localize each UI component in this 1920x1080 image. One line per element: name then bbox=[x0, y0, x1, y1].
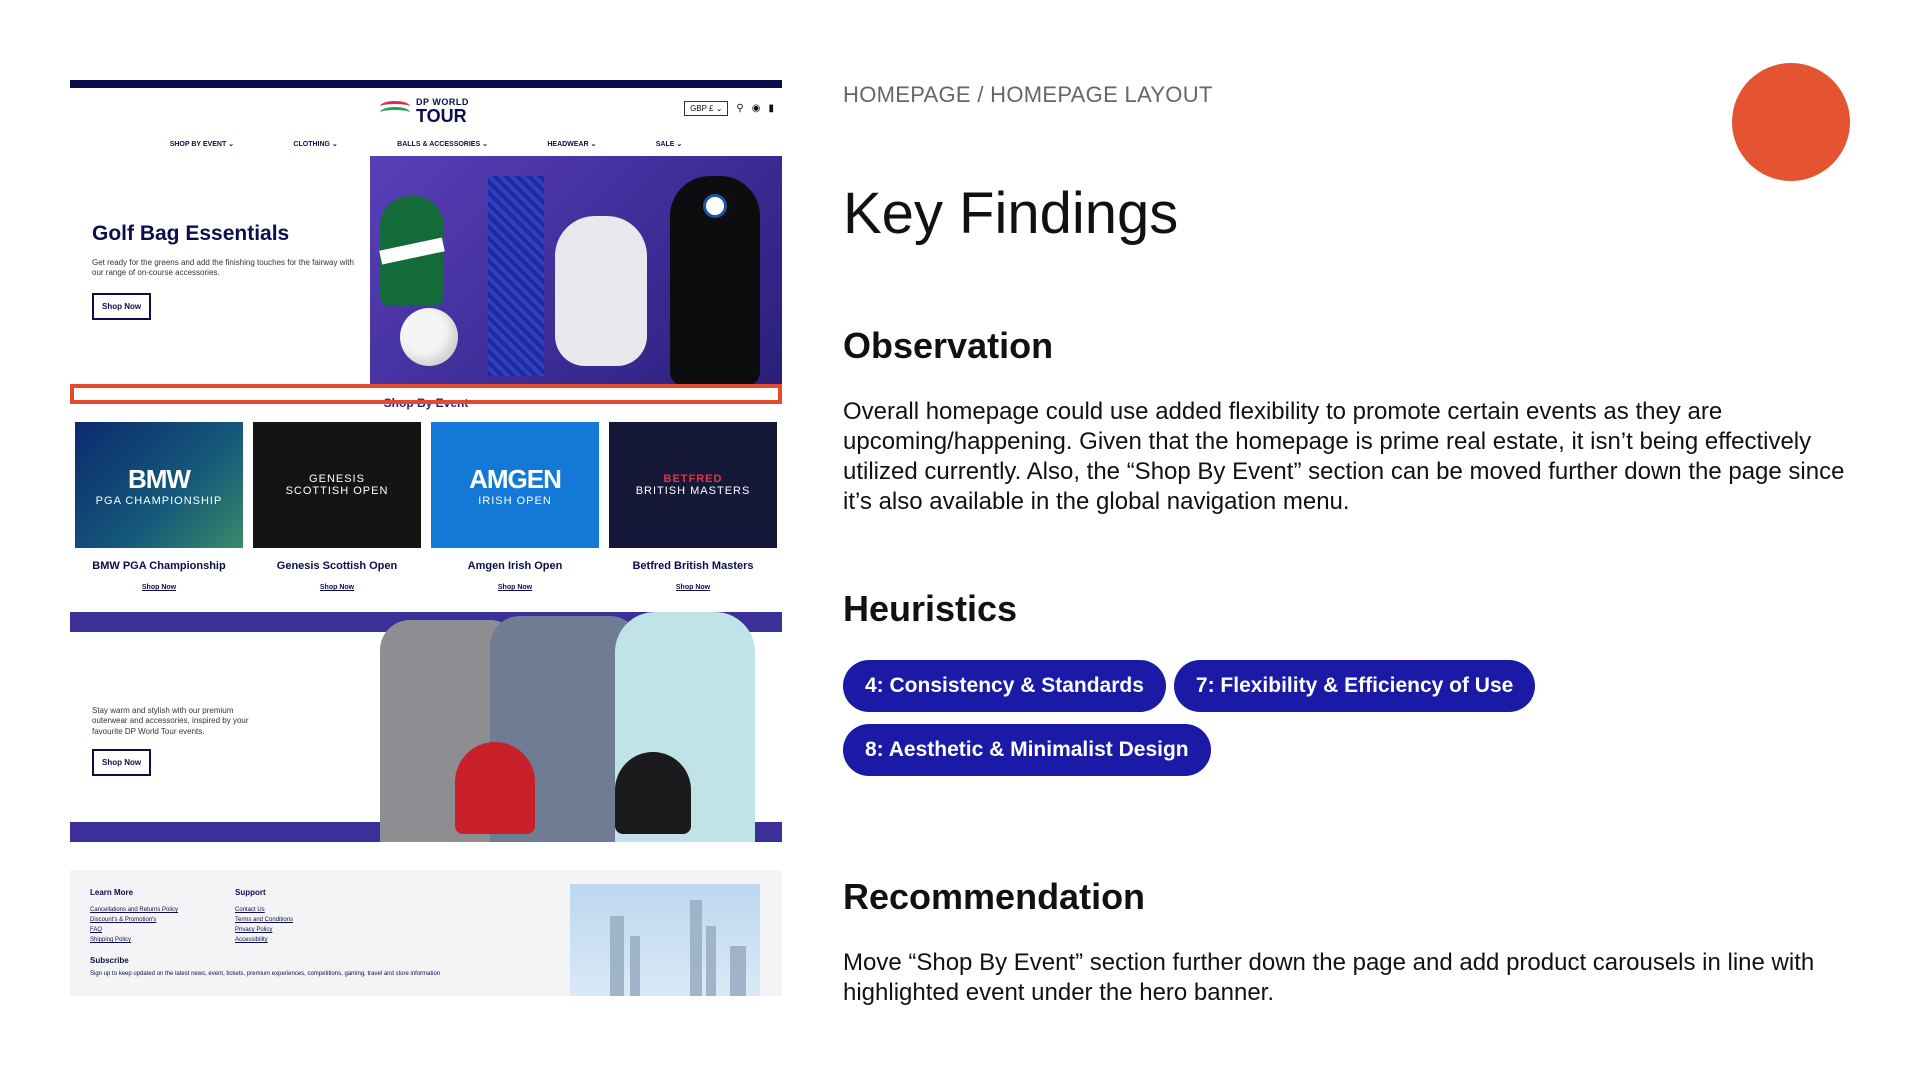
footer-link[interactable]: Accessibility bbox=[235, 937, 268, 943]
footer-support: Support Contact Us Terms and Conditions Privacy Policy Accessibility bbox=[235, 888, 294, 943]
footer-subscribe: Subscribe Sign up to keep updated on the latest news, event, tickets, premium experiences, competitions, gaming, travel and store information bbox=[90, 956, 441, 977]
event-name: Amgen Irish Open bbox=[467, 560, 563, 572]
dp-world-tour-logo[interactable] bbox=[380, 98, 469, 125]
bmw-headcover-image bbox=[670, 176, 760, 386]
event-shop-now-link[interactable]: Shop Now bbox=[675, 584, 711, 591]
event-card-image[interactable]: AMGEN IRISH OPEN bbox=[431, 422, 599, 548]
red-beanie-image bbox=[455, 742, 535, 834]
event-name: Betfred British Masters bbox=[632, 560, 754, 572]
nav-sale[interactable]: SALE ⌄ bbox=[655, 141, 683, 148]
footer-link[interactable]: Cancellations and Returns Policy bbox=[90, 907, 179, 913]
nav-shop-by-event[interactable]: SHOP BY EVENT ⌄ bbox=[169, 141, 235, 148]
event-shop-now-link[interactable]: Shop Now bbox=[497, 584, 533, 591]
footer-link[interactable]: Contact Us bbox=[235, 907, 265, 913]
golf-ball-image bbox=[400, 308, 458, 366]
footer-link[interactable]: FAQ bbox=[90, 927, 103, 933]
main-nav bbox=[70, 132, 782, 156]
heuristic-tag: 4: Consistency & Standards bbox=[843, 660, 1166, 712]
recommendation-text: Move “Shop By Event” section further down the page and add product carousels in line with highlighted event under the hero banner. bbox=[843, 949, 1815, 1006]
event-card[interactable] bbox=[75, 422, 243, 594]
event-name: Genesis Scottish Open bbox=[276, 560, 398, 572]
basket-icon[interactable]: ▮ bbox=[768, 103, 774, 114]
winter-text: Stay warm and stylish with our premium outerwear and accessories, inspired by your favourite DP World Tour events. bbox=[92, 706, 249, 736]
site-header bbox=[70, 88, 782, 132]
green-headcover-image bbox=[380, 196, 444, 306]
account-icon[interactable]: ◉ bbox=[751, 103, 761, 114]
event-card-image[interactable]: GENESIS SCOTTISH OPEN bbox=[253, 422, 421, 548]
hero-banner bbox=[70, 156, 782, 388]
event-cards bbox=[70, 422, 782, 594]
dubai-skyline-image bbox=[570, 884, 760, 996]
footer-link[interactable]: Shipping Policy bbox=[90, 937, 132, 943]
heuristics-heading: Heuristics bbox=[843, 588, 1018, 629]
footer-link[interactable]: Privacy Policy bbox=[235, 927, 273, 933]
search-icon[interactable]: ⚲ bbox=[736, 103, 744, 114]
accent-dot bbox=[1732, 63, 1850, 181]
site-footer bbox=[70, 870, 782, 996]
event-card[interactable] bbox=[253, 422, 421, 594]
heuristic-tag: 8: Aesthetic & Minimalist Design bbox=[843, 724, 1211, 776]
logo-line1: DP WORLD bbox=[416, 97, 469, 107]
golf-glove-image bbox=[555, 216, 647, 366]
nav-clothing[interactable]: CLOTHING ⌄ bbox=[293, 141, 338, 148]
winter-shop-now-button[interactable]: Shop Now bbox=[92, 749, 151, 776]
footer-learn-more: Learn More Cancellations and Returns Policy Discount's & Promotion's FAQ Shipping Policy bbox=[90, 888, 179, 943]
page-title: Key Findings bbox=[843, 181, 1179, 246]
website-screenshot bbox=[70, 80, 782, 996]
golf-towel-image bbox=[488, 176, 544, 376]
hero-title: Golf Bag Essentials bbox=[92, 222, 290, 245]
heuristics-tags bbox=[843, 660, 1843, 788]
shop-by-event-title: Shop By Event bbox=[383, 396, 469, 410]
event-shop-now-link[interactable]: Shop Now bbox=[319, 584, 355, 591]
logo-line2: TOUR bbox=[416, 106, 467, 126]
heuristic-tag: 7: Flexibility & Efficiency of Use bbox=[1174, 660, 1535, 712]
black-beanie-image bbox=[615, 752, 691, 834]
footer-link[interactable]: Discount's & Promotion's bbox=[90, 917, 157, 923]
recommendation-heading: Recommendation bbox=[843, 876, 1146, 917]
logo-swoosh-icon bbox=[380, 101, 410, 123]
observation-heading: Observation bbox=[843, 325, 1054, 366]
nav-balls-accessories[interactable]: BALLS & ACCESSORIES ⌄ bbox=[397, 141, 488, 148]
hero-text: Get ready for the greens and add the finishing touches for the fairway with our range of on-course accessories. bbox=[92, 258, 354, 278]
event-card[interactable] bbox=[431, 422, 599, 594]
footer-link[interactable]: Terms and Conditions bbox=[235, 917, 294, 923]
highlight-box bbox=[70, 384, 782, 404]
event-name: BMW PGA Championship bbox=[92, 560, 226, 572]
observation-text: Overall homepage could use added flexibility to promote certain events as they are upcoming/happening. Given that the homepage is prime real estate, it isn’t being effectively utilized currently. Also, the “Shop By Event” section can be moved further down the page since it’s also available in the global navigation menu. bbox=[843, 398, 1845, 515]
breadcrumb: HOMEPAGE / HOMEPAGE LAYOUT bbox=[843, 82, 1213, 107]
currency-select[interactable]: GBP £ ⌄ bbox=[684, 101, 728, 116]
event-shop-now-link[interactable]: Shop Now bbox=[141, 584, 177, 591]
nav-headwear[interactable]: HEADWEAR ⌄ bbox=[547, 141, 597, 148]
event-card[interactable] bbox=[609, 422, 777, 594]
event-card-image[interactable]: BMW PGA CHAMPIONSHIP bbox=[75, 422, 243, 548]
top-bar bbox=[70, 80, 782, 88]
event-card-image[interactable]: BETFRED BRITISH MASTERS bbox=[609, 422, 777, 548]
winter-banner bbox=[70, 612, 782, 842]
hero-shop-now-button[interactable]: Shop Now bbox=[92, 293, 151, 320]
